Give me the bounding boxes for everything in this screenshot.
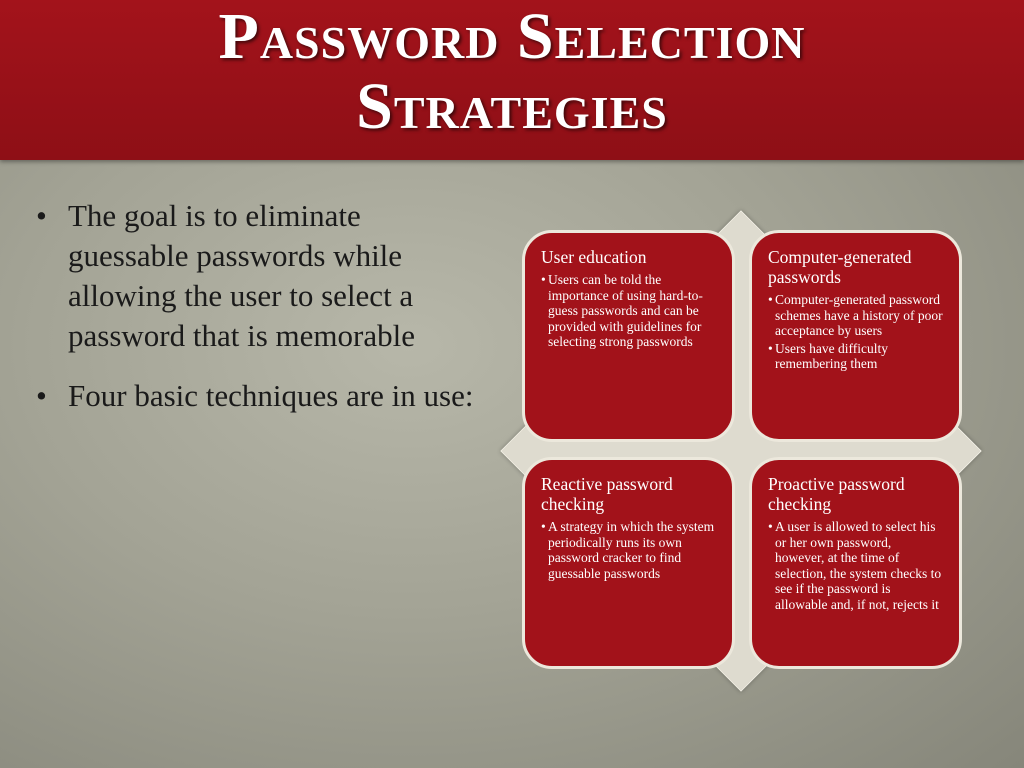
slide-title bbox=[0, 2, 1024, 142]
technique-box-item-text: A strategy in which the system periodically runs its own password cracker to find guessable passwords bbox=[548, 519, 715, 581]
technique-box-title: User education bbox=[541, 247, 647, 267]
technique-box-item-text: Users have difficulty remembering them bbox=[775, 340, 888, 371]
technique-box-reactive-checking bbox=[522, 457, 735, 669]
technique-box-item bbox=[768, 519, 943, 612]
technique-box-list bbox=[541, 272, 716, 350]
technique-box-item bbox=[768, 292, 943, 339]
technique-box-item bbox=[541, 272, 716, 350]
bullet-dot-icon: • bbox=[541, 272, 546, 287]
bullet-dot-icon: • bbox=[36, 378, 47, 413]
slide-title-line-1: Password Selection bbox=[218, 0, 806, 73]
technique-box-item bbox=[768, 341, 943, 372]
bullet-text: The goal is to eliminate guessable passwords while allowing the user to select a password that is memorable bbox=[68, 198, 415, 353]
bullet-dot-icon: • bbox=[768, 340, 773, 356]
technique-box-item-text: Computer-generated password schemes have a history of poor acceptance by users bbox=[775, 292, 943, 338]
bullet-item bbox=[36, 196, 486, 356]
bullet-dot-icon: • bbox=[768, 519, 773, 534]
technique-box-user-education bbox=[522, 230, 735, 442]
technique-box-item-text: Users can be told the importance of using hard-to-guess passwords and can be provided with guidelines for selecting strong passwords bbox=[548, 272, 703, 349]
technique-box-list bbox=[541, 519, 716, 581]
technique-box-title: Proactive password checking bbox=[768, 474, 905, 514]
technique-box-computer-generated bbox=[749, 230, 962, 442]
bullet-dot-icon: • bbox=[541, 519, 546, 534]
title-band bbox=[0, 0, 1024, 160]
bullet-item bbox=[36, 376, 486, 416]
bullet-text: Four basic techniques are in use: bbox=[68, 378, 474, 413]
technique-box-title: Computer-generated passwords bbox=[768, 247, 912, 287]
slide-title-line-2: Strategies bbox=[356, 70, 668, 143]
technique-box-list bbox=[768, 292, 943, 372]
technique-box-list bbox=[768, 519, 943, 612]
bullet-dot-icon: • bbox=[768, 292, 773, 307]
technique-box-item-text: A user is allowed to select his or her own password, however, at the time of selection, the system checks to see if the password is allowable and, if not, rejects it bbox=[775, 519, 942, 612]
technique-box-proactive-checking bbox=[749, 457, 962, 669]
bullet-dot-icon: • bbox=[36, 198, 47, 233]
bullet-list bbox=[36, 196, 486, 436]
technique-box-item bbox=[541, 519, 716, 581]
technique-box-title: Reactive password checking bbox=[541, 474, 673, 514]
